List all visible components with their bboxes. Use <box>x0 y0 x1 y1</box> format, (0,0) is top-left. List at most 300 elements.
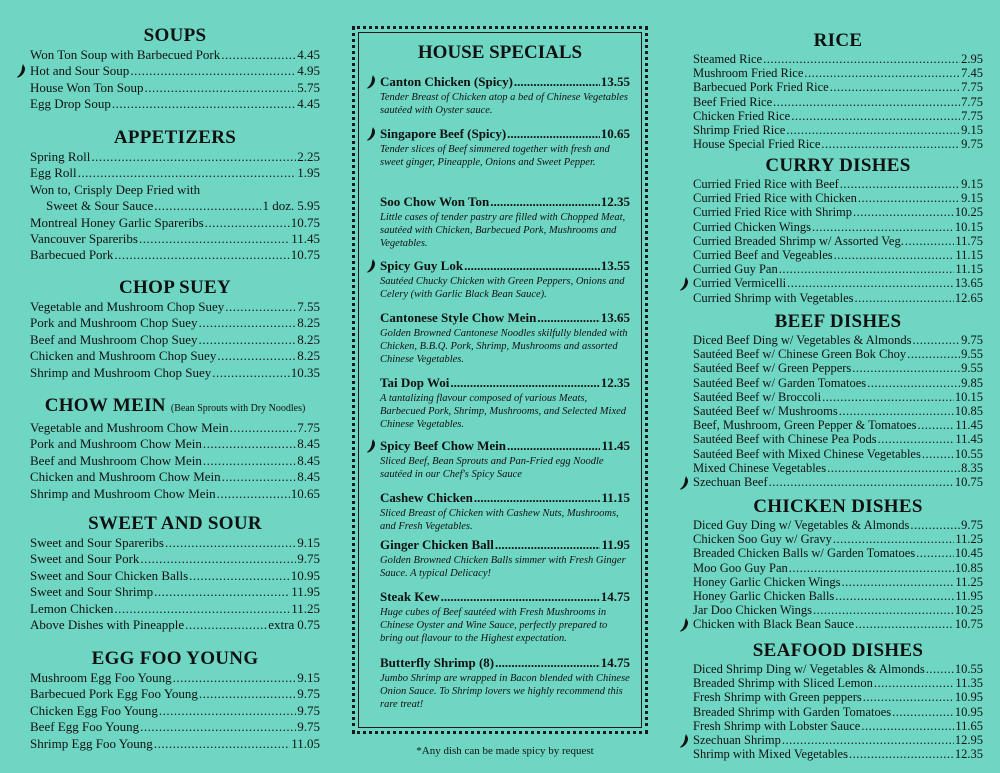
item-name: Pork and Mushroom Chow Mein <box>30 436 202 452</box>
item-price: 9.75 <box>961 333 983 347</box>
item-price: 10.85 <box>954 560 983 575</box>
leader-dots <box>112 96 296 112</box>
leader-dots <box>91 149 296 165</box>
item-name: Fresh Shrimp with Lobster Sauce <box>693 718 861 733</box>
item-price: 11.45 <box>291 231 320 247</box>
menu-item <box>693 690 983 704</box>
menu-item <box>30 436 320 452</box>
item-name: Montreal Honey Garlic Spareribs <box>30 214 204 230</box>
item-name: Sautéed Beef with Chinese Pea Pods <box>693 432 877 447</box>
menu-item <box>693 418 983 432</box>
special-heading <box>380 655 630 671</box>
special-description: Huge cubes of Beef sautéed with Fresh Mushrooms in Chinese Oyster and Wine Sauce, perfectly prepared to bring out flavour to the Highest expectation. <box>380 607 608 645</box>
menu-item <box>30 535 320 551</box>
item-price: 13.65 <box>954 276 983 291</box>
leader-dots <box>159 703 296 719</box>
menu-item <box>693 447 983 461</box>
house-special-item <box>380 310 630 367</box>
leader-dots <box>813 603 954 617</box>
item-name: Honey Garlic Chicken Balls <box>693 589 835 604</box>
item-name: Honey Garlic Chicken Wings <box>693 574 841 589</box>
leader-dots <box>230 420 297 436</box>
item-name: Vegetable and Mushroom Chow Mein <box>30 420 229 435</box>
chili-pepper-icon <box>680 476 689 490</box>
menu-item <box>30 96 320 112</box>
leader-dots <box>840 177 960 191</box>
item-name: Sweet and Sour Chicken Balls <box>30 567 189 583</box>
item-price: 5.95 <box>297 198 320 214</box>
leader-dots <box>495 655 600 671</box>
item-price: 10.75 <box>954 617 983 632</box>
leader-dots <box>474 490 601 506</box>
special-description: Sliced Beef, Bean Sprouts and Pan-Fried egg Noodle sautéed in our Chef's Spicy Sauce <box>380 456 604 481</box>
leader-dots <box>225 299 296 315</box>
menu-item <box>693 518 983 532</box>
leader-dots <box>217 486 290 502</box>
chicken-title: CHICKEN DISHES <box>753 496 923 517</box>
menu-item <box>693 177 983 191</box>
special-description: Golden Browned Chicken Balls simmer with Fresh Ginger Sauce. A typical Delicacy! <box>380 555 626 580</box>
item-price: 1.95 <box>297 165 320 181</box>
menu-item <box>30 469 320 485</box>
menu-item <box>693 733 983 747</box>
special-price: 11.45 <box>601 438 630 453</box>
beef-section <box>693 311 983 489</box>
leader-dots <box>861 719 954 733</box>
leader-dots <box>203 436 296 452</box>
item-name: Egg Roll <box>30 165 77 181</box>
menu-item <box>693 546 983 560</box>
item-name: Beef and Mushroom Chow Mein <box>30 452 202 468</box>
menu-item <box>30 47 320 63</box>
menu-item <box>693 747 983 761</box>
leader-dots <box>78 165 297 181</box>
leader-dots <box>507 126 600 142</box>
leader-dots <box>863 690 954 704</box>
item-name: Sautéed Beef with Mixed Chinese Vegetables <box>693 446 921 461</box>
special-price: 12.35 <box>600 375 630 390</box>
menu-item <box>30 80 320 96</box>
menu-item <box>30 149 320 165</box>
item-name: Moo Goo Guy Pan <box>693 560 788 575</box>
item-name: Curried Guy Pan <box>693 262 778 277</box>
item-price: 7.75 <box>961 80 983 95</box>
appetizers-section <box>30 127 320 264</box>
special-price: 10.65 <box>600 126 630 141</box>
menu-item <box>693 404 983 418</box>
sweet-sour-section <box>30 513 320 633</box>
special-heading <box>380 490 630 506</box>
sweet-sour-title: SWEET AND SOUR <box>88 513 262 534</box>
curry-section <box>693 155 983 305</box>
menu-item <box>30 247 320 263</box>
item-price: 8.25 <box>297 315 320 331</box>
leader-dots <box>905 234 954 248</box>
leader-dots <box>769 475 954 489</box>
seafood-title: SEAFOOD DISHES <box>752 640 924 661</box>
chop-suey-section <box>30 277 320 381</box>
menu-item <box>693 603 983 617</box>
item-price: 11.95 <box>291 584 320 600</box>
menu-item <box>693 432 983 446</box>
soups-title: SOUPS <box>143 25 207 46</box>
leader-dots <box>154 198 261 214</box>
leader-dots <box>892 705 954 719</box>
special-price: 14.75 <box>600 589 630 604</box>
item-price: 9.55 <box>961 347 983 362</box>
item-extra: extra <box>268 617 295 633</box>
leader-dots <box>787 276 954 290</box>
rice-title: RICE <box>813 30 863 51</box>
item-price: 11.45 <box>955 418 983 433</box>
item-name: House Special Fried Rice <box>693 137 821 152</box>
item-price: 10.95 <box>290 567 320 583</box>
leader-dots <box>154 736 290 752</box>
leader-dots <box>212 365 289 381</box>
leader-dots <box>782 733 954 747</box>
item-name: Curried Vermicelli <box>693 276 787 291</box>
menu-item <box>693 575 983 589</box>
special-description: Golden Browned Cantonese Noodles skilfully blended with Chicken, B.B.Q. Pork, Shrimp, Mushrooms and assorted Chinese Vegetables. <box>380 328 628 366</box>
house-special-item <box>380 126 630 169</box>
special-price: 14.75 <box>600 655 630 670</box>
leader-dots <box>910 518 960 532</box>
item-name: Fresh Shrimp with Green peppers <box>693 690 862 705</box>
leader-dots <box>874 676 955 690</box>
menu-item <box>693 705 983 719</box>
leader-dots <box>804 66 960 80</box>
menu-item <box>693 205 983 219</box>
item-price: 7.75 <box>961 94 983 109</box>
item-name: Beef Egg Foo Young <box>30 719 140 735</box>
item-price: 9.75 <box>297 551 320 567</box>
house-specials-title: HOUSE SPECIALS <box>417 42 583 63</box>
menu-item <box>693 52 983 66</box>
special-heading <box>380 258 630 274</box>
leader-dots <box>827 461 960 475</box>
special-heading <box>380 589 630 605</box>
chili-pepper-icon <box>680 618 689 632</box>
special-heading <box>380 126 630 142</box>
menu-item <box>30 453 320 469</box>
item-name: Breaded Shrimp with Sliced Lemon <box>693 676 873 691</box>
item-name: Curried Chicken Wings <box>693 219 811 234</box>
special-heading <box>380 375 630 391</box>
item-price: 10.85 <box>954 404 983 419</box>
leader-dots <box>907 347 960 361</box>
leader-dots <box>173 670 297 686</box>
special-price: 11.95 <box>601 537 630 552</box>
menu-item <box>693 95 983 109</box>
special-description: Sautéed Chucky Chicken with Green Peppers, Onions and Celery (with Garlic Black Bean Sauce). <box>380 276 625 301</box>
special-name: Soo Chow Won Ton <box>380 194 490 209</box>
special-name: Ginger Chicken Ball <box>380 537 494 552</box>
special-price: 11.15 <box>601 490 630 505</box>
leader-dots <box>858 191 960 205</box>
item-name: Curried Beef and Vegeables <box>693 248 833 263</box>
special-heading <box>380 310 630 326</box>
item-price: 9.75 <box>297 719 320 735</box>
leader-dots <box>791 109 960 123</box>
item-name: Vancouver Spareribs <box>30 231 138 247</box>
egg-foo-young-title: EGG FOO YOUNG <box>91 648 259 669</box>
item-price: 11.45 <box>955 432 983 447</box>
chop-suey-title: CHOP SUEY <box>119 277 231 298</box>
special-price: 13.65 <box>600 310 630 325</box>
house-special-item <box>380 589 630 646</box>
house-special-item <box>380 194 630 251</box>
house-special-item <box>380 490 630 533</box>
leader-dots <box>878 432 955 446</box>
menu-item <box>30 348 320 364</box>
leader-dots <box>821 137 960 151</box>
chow-mein-title-text: CHOW MEIN <box>44 395 166 416</box>
menu-item <box>30 551 320 567</box>
menu-item <box>30 703 320 719</box>
special-name: Tai Dop Woi <box>380 375 450 390</box>
item-price: 8.35 <box>961 460 983 475</box>
item-price: 10.45 <box>954 546 983 561</box>
menu-item <box>30 332 320 348</box>
menu-item <box>30 198 320 214</box>
item-name: Breaded Shrimp with Garden Tomatoes <box>693 704 892 719</box>
item-name: Won Ton Soup with Barbecued Pork <box>30 47 221 62</box>
soups-section <box>30 25 320 113</box>
item-price: 9.75 <box>297 686 320 702</box>
item-price: 4.45 <box>297 96 320 112</box>
item-price: 8.45 <box>297 436 320 452</box>
menu-item <box>30 215 320 231</box>
menu-item <box>693 719 983 733</box>
leader-dots <box>834 248 955 262</box>
menu-item <box>693 390 983 404</box>
leader-dots <box>139 231 290 247</box>
item-name: Won to, Crisply Deep Fried with <box>30 181 201 197</box>
item-name: Vegetable and Mushroom Chop Suey <box>30 299 225 314</box>
menu-item <box>30 568 320 584</box>
item-name: Shrimp Fried Rice <box>693 123 786 138</box>
item-name: Sweet and Sour Spareribs <box>30 535 164 550</box>
item-name: Curried Fried Rice with Chicken <box>693 191 857 206</box>
leader-dots <box>773 95 960 109</box>
item-name: Pork and Mushroom Chop Suey <box>30 315 198 331</box>
item-name: Chicken Egg Foo Young <box>30 702 158 718</box>
appetizers-title: APPETIZERS <box>113 127 237 148</box>
chili-pepper-icon <box>680 277 689 291</box>
special-heading <box>380 438 630 454</box>
chow-mein-section <box>30 395 320 502</box>
menu-item <box>30 686 320 702</box>
menu-item <box>693 291 983 305</box>
item-name: Mushroom Fried Rice <box>693 66 804 81</box>
item-price: 11.65 <box>955 718 983 733</box>
leader-dots <box>786 123 960 137</box>
item-name: Beef and Mushroom Chop Suey <box>30 331 198 347</box>
menu-item <box>30 63 320 79</box>
chili-pepper-icon <box>367 259 376 273</box>
menu-item <box>693 137 983 151</box>
leader-dots <box>852 361 960 375</box>
item-price: 9.15 <box>961 177 983 191</box>
item-price: 9.85 <box>961 375 983 390</box>
menu-item <box>693 376 983 390</box>
leader-dots <box>537 310 599 326</box>
special-description: Jumbo Shrimp are wrapped in Bacon blended with Chinese Onion Sauce. To Shrimp lovers we highly recommend this rare treat! <box>380 673 630 711</box>
egg-foo-young-section <box>30 648 320 752</box>
leader-dots <box>185 617 267 633</box>
menu-item <box>30 486 320 502</box>
chicken-section <box>693 496 983 632</box>
menu-item <box>30 584 320 600</box>
menu-item <box>693 662 983 676</box>
item-name: Barbecued Pork Fried Rice <box>693 80 829 95</box>
item-name: Barbecued Pork <box>30 247 114 263</box>
leader-dots <box>145 80 297 96</box>
leader-dots <box>114 601 290 617</box>
special-description: Tender Breast of Chicken atop a bed of Chinese Vegetables sautéed with Oyster sauce. <box>380 92 628 117</box>
item-name: Lemon Chicken <box>30 600 114 616</box>
item-name: Sweet and Sour Pork <box>30 551 140 567</box>
item-price: 11.95 <box>955 589 983 604</box>
leader-dots <box>830 80 960 94</box>
item-price: 9.55 <box>961 361 983 376</box>
leader-dots <box>189 568 290 584</box>
leader-dots <box>507 438 600 454</box>
item-name: Curried Shrimp with Vegetables <box>693 290 854 305</box>
leader-dots <box>140 551 296 567</box>
leader-dots <box>822 390 954 404</box>
item-name: Szechuan Beef <box>693 475 768 490</box>
leader-dots <box>918 418 955 432</box>
menu-item <box>693 347 983 361</box>
menu-item <box>693 234 983 248</box>
chow-mein-title <box>30 395 320 420</box>
menu-item <box>693 333 983 347</box>
leader-dots <box>495 537 601 553</box>
item-name: Hot and Sour Soup <box>30 63 130 79</box>
item-price: 7.45 <box>961 66 983 81</box>
item-price: 11.15 <box>955 248 983 263</box>
item-price: 11.05 <box>291 735 320 751</box>
item-price: 10.15 <box>954 389 983 404</box>
item-price: 8.45 <box>297 469 320 485</box>
item-name: Egg Drop Soup <box>30 96 111 112</box>
beef-title: BEEF DISHES <box>774 311 902 332</box>
leader-dots <box>849 747 954 761</box>
special-name: Butterfly Shrimp (8) <box>380 655 495 670</box>
item-price: 10.75 <box>954 475 983 490</box>
house-special-item <box>380 375 630 432</box>
leader-dots <box>833 532 954 546</box>
leader-dots <box>853 205 954 219</box>
leader-dots <box>916 546 954 560</box>
special-price: 13.55 <box>600 74 630 89</box>
house-special-item <box>380 258 630 301</box>
special-name: Steak Kew <box>380 589 440 604</box>
item-price: 10.95 <box>954 704 983 719</box>
item-price: 10.65 <box>290 485 320 501</box>
item-name: Steamed Rice <box>693 52 763 66</box>
curry-title: CURRY DISHES <box>765 155 911 176</box>
item-price: 11.75 <box>955 233 983 248</box>
item-price: 7.75 <box>961 108 983 123</box>
chili-pepper-icon <box>17 64 26 78</box>
leader-dots <box>217 348 296 364</box>
item-price: 8.25 <box>297 348 320 364</box>
chili-pepper-icon <box>367 75 376 89</box>
item-price: 8.25 <box>297 331 320 347</box>
item-price: 11.25 <box>291 600 320 616</box>
item-name: Shrimp Egg Foo Young <box>30 735 153 751</box>
menu-item <box>693 66 983 80</box>
menu-item <box>693 191 983 205</box>
item-name: Jar Doo Chicken Wings <box>693 603 813 618</box>
item-name: Diced Beef Ding w/ Vegetables & Almonds <box>693 333 912 347</box>
item-name: Above Dishes with Pineapple <box>30 617 185 633</box>
chili-pepper-icon <box>367 439 376 453</box>
item-name: Sweet & Sour Sauce <box>46 198 154 214</box>
special-name: Spicy Guy Lok <box>380 258 464 273</box>
item-name: Szechuan Shrimp <box>693 733 781 748</box>
leader-dots <box>199 686 296 702</box>
item-price: 9.15 <box>297 535 320 550</box>
special-heading <box>380 74 630 90</box>
house-special-item <box>380 438 630 481</box>
chili-pepper-icon <box>680 734 689 748</box>
item-price: 10.75 <box>290 247 320 263</box>
menu-item <box>693 676 983 690</box>
item-price: 4.45 <box>297 47 320 62</box>
item-name: Sautéed Beef w/ Chinese Green Bok Choy <box>693 347 907 362</box>
house-special-item <box>380 537 630 580</box>
item-price: 7.55 <box>297 299 320 314</box>
menu-item <box>30 617 320 633</box>
item-name: Shrimp with Mixed Vegetables <box>693 747 848 762</box>
menu-item <box>693 276 983 290</box>
item-name: Beef Fried Rice <box>693 94 773 109</box>
item-extra: 1 doz. <box>262 198 295 214</box>
leader-dots <box>199 332 297 348</box>
leader-dots <box>842 575 955 589</box>
menu-item <box>693 617 983 631</box>
item-price: 10.55 <box>954 662 983 676</box>
special-name: Singapore Beef (Spicy) <box>380 126 507 141</box>
item-name: Shrimp and Mushroom Chow Mein <box>30 485 216 501</box>
leader-dots <box>165 535 296 551</box>
menu-item <box>693 475 983 489</box>
spicy-footnote: *Any dish can be made spicy by request <box>416 745 594 757</box>
item-price: 9.75 <box>961 137 983 152</box>
item-price: 10.55 <box>954 446 983 461</box>
leader-dots <box>812 220 954 234</box>
leader-dots <box>464 258 600 274</box>
leader-dots <box>835 589 954 603</box>
item-price: 5.75 <box>297 79 320 95</box>
special-name: Cashew Chicken <box>380 490 473 505</box>
menu-item <box>30 601 320 617</box>
menu-item <box>693 80 983 94</box>
leader-dots <box>222 469 297 485</box>
leader-dots <box>140 719 296 735</box>
menu-item <box>30 670 320 686</box>
leader-dots <box>789 561 954 575</box>
leader-dots <box>205 215 290 231</box>
item-name: Sautéed Beef w/ Broccoli <box>693 389 822 404</box>
leader-dots <box>867 376 960 390</box>
item-name: Spring Roll <box>30 149 91 164</box>
item-price: 11.15 <box>955 262 983 277</box>
item-name: House Won Ton Soup <box>30 79 144 95</box>
